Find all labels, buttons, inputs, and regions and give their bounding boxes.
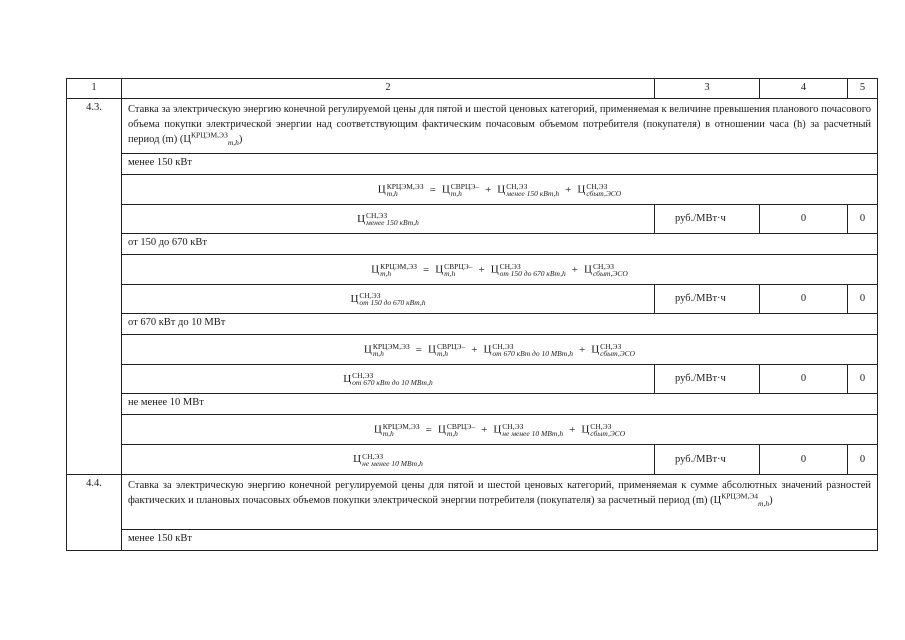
formula-row (122, 255, 877, 285)
capacity-group-label-row (122, 234, 877, 255)
capacity-group (122, 234, 877, 314)
section-4-3 (66, 99, 878, 475)
header-row (66, 78, 878, 99)
value-symbol-cell (122, 285, 655, 313)
price-symbol: Ц СВРЦЭ– m,h (427, 341, 466, 358)
capacity-group (122, 394, 877, 474)
value-row (122, 445, 877, 474)
capacity-group-label-row (122, 530, 877, 550)
formula-row (122, 415, 877, 445)
price-symbol: Ц КРЦЭМ,ЭЗ m,h (371, 261, 417, 278)
header-col-4: 4 (760, 79, 848, 98)
price-symbol: Ц СН,ЭЗ менее 150 кВт,h (357, 211, 419, 228)
value-col-4: 0 (760, 205, 848, 233)
unit-cell: руб./МВт·ч (655, 205, 760, 233)
value-symbol-cell (122, 365, 655, 393)
price-symbol: Ц СВРЦЭ– m,h (441, 181, 480, 198)
section-description: Ставка за электрическую энергию конечной регулируемой цены для пятой и шестой ценовых категорий, применяемая к сумме абсолютных значений разностей фактических и плановых почасовых объемов покупки электрической энергии потребителя (покупателя) за расчетный период (m) $(Ц^{КРЦЭМ,Э4}_{m,h})$ (128, 480, 871, 509)
capacity-group (122, 154, 877, 234)
section-description-row (122, 475, 877, 530)
value-col-4: 0 (760, 285, 848, 313)
formula-row (122, 175, 877, 205)
price-symbol: Ц СН,ЭЗ от 150 до 670 кВт,h (350, 291, 426, 308)
unit-cell: руб./МВт·ч (655, 285, 760, 313)
price-symbol: Ц СН,ЭЗ сбыт,ЭСО (591, 341, 636, 358)
header-col-1: 1 (67, 79, 122, 98)
price-symbol: Ц СН,ЭЗ сбыт,ЭСО (583, 261, 628, 278)
value-row (122, 205, 877, 234)
price-symbol: Ц КРЦЭМ,ЭЗ m,h (363, 341, 410, 358)
capacity-group-label-row (122, 154, 877, 175)
price-symbol: Ц СН,ЭЗ от 150 до 670 кВт,h (490, 261, 566, 278)
price-symbol: Ц СВРЦЭ– m,h (435, 261, 473, 278)
formula-row (122, 335, 877, 365)
value-col-5: 0 (859, 213, 866, 224)
value-col-5: 0 (859, 373, 866, 384)
value-symbol-cell (122, 445, 655, 474)
section-description-row (122, 99, 877, 154)
value-symbol-cell (122, 205, 655, 233)
section-content (122, 475, 877, 550)
capacity-groups (122, 154, 877, 474)
section-description: Ставка за электрическую энергию конечной регулируемой цены для пятой и шестой ценовых категорий, применяемая к величине превышения планового почасового объема покупки электрической энергии над соответствующим фактическим почасовым объемом потребителя (покупателя) в отношении часа (h) за расчетный период (m) $(Ц^{КРЦЭМ,ЭЗ}_{m,h})$ (128, 104, 871, 148)
tariff-table (66, 78, 878, 551)
capacity-group-label: не менее 10 МВт (128, 397, 204, 408)
value-col-5: 0 (859, 293, 866, 304)
price-symbol: Ц КРЦЭМ,ЭЗ m,h (377, 181, 424, 198)
value-col-4: 0 (760, 445, 848, 474)
price-symbol: Ц СН,ЭЗ не менее 10 МВт,h (493, 421, 564, 438)
capacity-group-label-row (122, 394, 877, 415)
rate-formula: Ц КРЦЭМ,ЭЗ m,h = Ц СВРЦЭ– m,h + Ц СН,ЭЗ от 150 до 670 кВт,h + Ц СН,ЭЗ сбыт,ЭСО (371, 261, 628, 278)
price-symbol: Ц КРЦЭМ,ЭЗ m,h (373, 421, 420, 438)
section-number: 4.3. (67, 99, 122, 474)
capacity-group-label: от 150 до 670 кВт (128, 237, 207, 248)
rate-formula: Ц КРЦЭМ,ЭЗ m,h = Ц СВРЦЭ– m,h + Ц СН,ЭЗ менее 150 кВт,h + Ц СН,ЭЗ сбыт,ЭСО (377, 181, 622, 198)
header-col-3: 3 (655, 79, 760, 98)
price-symbol: Ц СВРЦЭ– m,h (437, 421, 476, 438)
value-col-5: 0 (859, 453, 866, 465)
header-col-5: 5 (859, 82, 866, 93)
capacity-group-label: менее 150 кВт (128, 157, 192, 168)
rate-symbol: $Ц^{КРЦЭМ,ЭЗ}_{m,h}$ (183, 130, 239, 148)
capacity-group-label-row (122, 314, 877, 335)
price-symbol: Ц СН,ЭЗ менее 150 кВт,h (497, 181, 560, 198)
price-symbol: Ц СН,ЭЗ от 670 кВт до 10 МВт,h (483, 341, 573, 358)
unit-cell: руб./МВт·ч (655, 445, 760, 474)
rate-symbol: $Ц^{КРЦЭМ,Э4}_{m,h}$ (713, 491, 770, 509)
capacity-group (122, 314, 877, 394)
section-4-4 (66, 475, 878, 551)
header-col-2: 2 (122, 79, 655, 98)
unit-cell: руб./МВт·ч (655, 365, 760, 393)
capacity-group-label: менее 150 кВт (128, 533, 192, 544)
section-content (122, 99, 877, 474)
value-col-4: 0 (760, 365, 848, 393)
value-row (122, 285, 877, 314)
capacity-group-label: от 670 кВт до 10 МВт (128, 317, 226, 328)
section-number: 4.4. (67, 475, 122, 550)
price-symbol: Ц СН,ЭЗ сбыт,ЭСО (577, 181, 622, 198)
rate-formula: Ц КРЦЭМ,ЭЗ m,h = Ц СВРЦЭ– m,h + Ц СН,ЭЗ не менее 10 МВт,h + Ц СН,ЭЗ сбыт,ЭСО (373, 421, 626, 438)
rate-formula: Ц КРЦЭМ,ЭЗ m,h = Ц СВРЦЭ– m,h + Ц СН,ЭЗ от 670 кВт до 10 МВт,h + Ц СН,ЭЗ сбыт,ЭСО (363, 341, 636, 358)
price-symbol: Ц СН,ЭЗ от 670 кВт до 10 МВт,h (343, 371, 433, 388)
price-symbol: Ц СН,ЭЗ сбыт,ЭСО (581, 421, 626, 438)
value-row (122, 365, 877, 394)
price-symbol: Ц СН,ЭЗ не менее 10 МВт,h (353, 451, 423, 468)
